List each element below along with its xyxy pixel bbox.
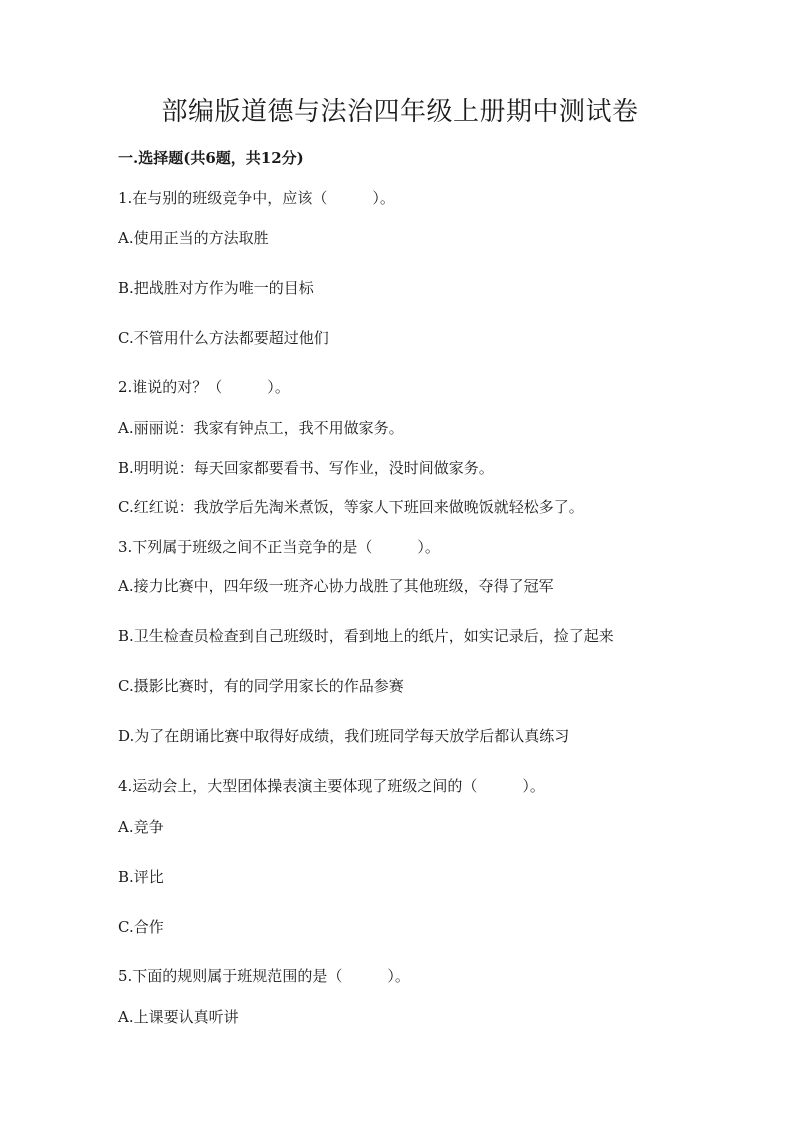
question-3-option-a: A.接力比赛中，四年级一班齐心协力战胜了其他班级，夺得了冠军 [118, 577, 554, 595]
question-1-option-b: B.把战胜对方作为唯一的目标 [118, 279, 314, 297]
section-heading: 一.选择题(共6题，共12分) [118, 149, 304, 167]
question-4-option-b: B.评比 [118, 868, 164, 886]
question-1-option-c: C.不管用什么方法都要超过他们 [118, 329, 329, 347]
question-1: 1.在与别的班级竞争中，应该（ ）。 [118, 189, 395, 207]
question-3-option-d: D.为了在朗诵比赛中取得好成绩，我们班同学每天放学后都认真练习 [118, 727, 570, 745]
question-2: 2.谁说的对？（ ）。 [118, 378, 290, 396]
question-5: 5.下面的规则属于班规范围的是（ ）。 [118, 967, 410, 985]
question-3: 3.下列属于班级之间不正当竞争的是（ ）。 [118, 538, 440, 556]
question-2-option-c: C.红红说：我放学后先淘米煮饭，等家人下班回来做晚饭就轻松多了。 [118, 498, 584, 516]
question-3-option-c: C.摄影比赛时，有的同学用家长的作品参赛 [118, 677, 404, 695]
question-3-option-b: B.卫生检查员检查到自己班级时，看到地上的纸片，如实记录后，捡了起来 [118, 627, 614, 645]
question-1-option-a: A.使用正当的方法取胜 [118, 229, 269, 247]
question-5-option-a: A.上课要认真听讲 [118, 1008, 239, 1026]
question-4: 4.运动会上，大型团体操表演主要体现了班级之间的（ ）。 [118, 777, 545, 795]
question-4-option-a: A.竞争 [118, 818, 164, 836]
question-2-option-b: B.明明说：每天回家都要看书、写作业，没时间做家务。 [118, 459, 494, 477]
page-title: 部编版道德与法治四年级上册期中测试卷 [161, 97, 639, 127]
question-2-option-a: A.丽丽说：我家有钟点工，我不用做家务。 [118, 419, 404, 437]
question-4-option-c: C.合作 [118, 918, 164, 936]
